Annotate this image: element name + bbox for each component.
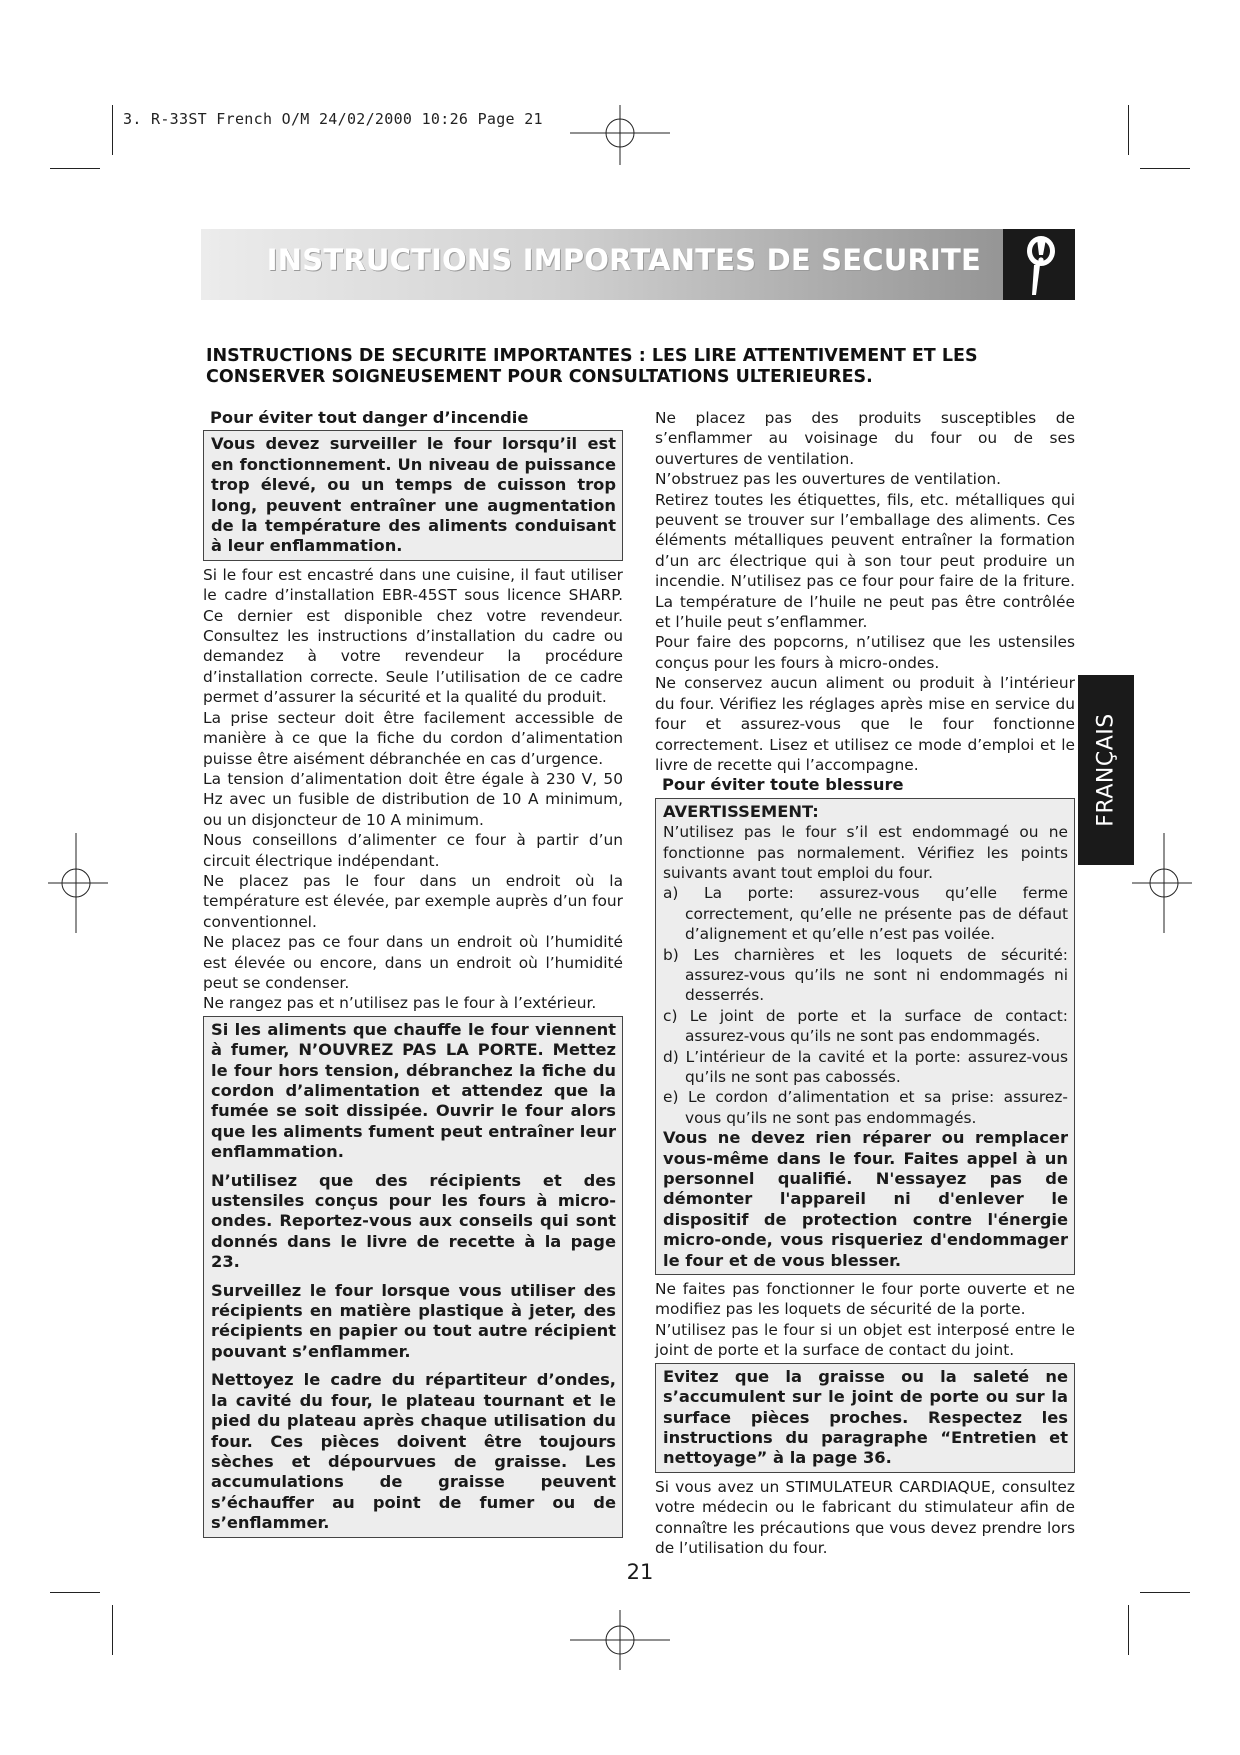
- grease-warning-text: Evitez que la graisse ou la saleté ne s’accumulent sur le joint de porte ou sur la surface pièces proches. Respectez les instructions du paragraphe “Entretien et nettoyage” à la page 36.: [663, 1366, 1068, 1468]
- repair-warning-text: Vous ne devez rien réparer ou remplacer vous-même dans le four. Faites appel à un personnel qualifié. N'essayez pas de démonter l'appareil ni d'enlever le dispositif de protection contre l'énergie micro-onde, vous risqueriez d'endommager le four et de vous blesser.: [663, 1128, 1068, 1270]
- paragraph: Ne rangez pas et n’utilisez pas le four à l’extérieur.: [203, 994, 597, 1013]
- paragraph: Ne conservez aucun aliment ou produit à l’intérieur du four. Vérifiez les réglages après mise en service du four et assurez-vous que le four fonctionne correctement. Lisez et utilisez ce mode d’emploi et le livre de recette qui l’accompagne.: [655, 674, 1075, 774]
- crop-mark: [50, 168, 100, 169]
- paragraph: Retirez toutes les étiquettes, fils, etc. métalliques qui peuvent se trouver sur l’emballage des aliments. Ces éléments métalliques peuvent entraîner la formation d’un arc électrique qui à son tour peut produire un incendie. N’utilisez pas ce four pour faire de la friture. La température de l’huile ne peut pas être contrôlée et l’huile peut s’enflammer.: [655, 490, 1075, 632]
- check-item: d) L’intérieur de la cavité et la porte: assurez-vous qu’ils ne sont pas cabossés.: [663, 1047, 1068, 1086]
- crop-mark: [112, 105, 113, 155]
- language-tab: [1078, 675, 1134, 865]
- check-item: e) Le cordon d’alimentation et sa prise: assurez-vous qu’ils ne sont pas endommagés.: [663, 1088, 1068, 1127]
- paragraph: Si le four est encastré dans une cuisine, il faut utiliser le cadre d’installation EBR-45ST sous licence SHARP. Ce dernier est disponible chez votre revendeur. Consultez les instructions d’installation du cadre ou demandez à votre revendeur la procédure d’installation correcte. Seule l’utilisation de ce cadre permet d’assurer la sécurité et la qualité du produit.: [203, 565, 623, 707]
- paragraph: Ne placez pas le four dans un endroit où la température est élevée, par exemple auprès d’un four conventionnel.: [203, 871, 623, 931]
- language-tab-label: FRANÇAIS: [1093, 713, 1119, 827]
- warning-title: AVERTISSEMENT:: [663, 801, 819, 821]
- fire-warning-box: [203, 430, 623, 560]
- registration-mark-left: [48, 833, 108, 933]
- paragraph: Ne faites pas fonctionner le four porte ouverte et ne modifiez pas les loquets de sécurité de la porte.: [655, 1280, 1075, 1319]
- paragraph: N’utilisez pas le four si un objet est interposé entre le joint de porte et la surface de contact du joint.: [655, 1320, 1075, 1360]
- crop-mark: [112, 1605, 113, 1655]
- intro-heading: INSTRUCTIONS DE SECURITE IMPORTANTES : LES LIRE ATTENTIVEMENT ET LES CONSERVER SOIGNEUSEMENT POUR CONSULTATIONS ULTERIEURES.: [206, 346, 978, 387]
- paragraph: Si vous avez un STIMULATEUR CARDIAQUE, consultez votre médecin ou le fabricant du stimulateur afin de connaître les précautions que vous devez prendre lors de l’utilisation du four.: [655, 1477, 1075, 1557]
- warning-text: N’utilisez que des récipients et des ustensiles conçus pour les fours à micro-ondes. Reportez-vous aux conseils qui sont donnés dans le livre de recette à la page 23.: [211, 1170, 616, 1272]
- page-number: 21: [626, 1560, 654, 1584]
- registration-mark-right: [1132, 833, 1192, 933]
- paragraph: La prise secteur doit être facilement accessible de manière à ce que la fiche du cordon d’alimentation puisse être aisément débranchée en cas d’urgence.: [203, 708, 623, 768]
- paragraph: N’obstruez pas les ouvertures de ventilation.: [655, 470, 1002, 489]
- banner-title: INSTRUCTIONS IMPORTANTES DE SECURITE: [266, 243, 981, 277]
- title-banner: [201, 229, 1075, 300]
- warning-text: Surveillez le four lorsque vous utiliser des récipients en matière plastique à jeter, des récipients en papier ou tout autre récipient pouvant s’enflammer.: [211, 1280, 616, 1361]
- paragraph: Pour faire des popcorns, n’utilisez que les ustensiles conçus pour les fours à micro-ondes.: [655, 633, 1075, 672]
- registration-mark-bottom: [570, 1610, 670, 1670]
- check-item: c) Le joint de porte et la surface de contact: assurez-vous qu’ils ne sont pas endommagés.: [663, 1006, 1068, 1046]
- warning-text: Si les aliments que chauffe le four viennent à fumer, N’OUVREZ PAS LA PORTE. Mettez le four hors tension, débranchez la fiche du cordon d’alimentation et attendez que la fumée se soit dissipée. Ouvrir le four alors que les aliments fument peut entraîner leur enflammation.: [211, 1019, 616, 1162]
- grease-warning-box: [655, 1363, 1075, 1473]
- crop-mark: [1128, 1605, 1129, 1655]
- crop-mark: [1140, 168, 1190, 169]
- left-column: [203, 408, 623, 1542]
- fire-heading: Pour éviter tout danger d’incendie: [210, 408, 529, 427]
- exclamation-warning-icon: [1003, 229, 1075, 300]
- crop-mark: [1128, 105, 1129, 155]
- paragraph: Nous conseillons d’alimenter ce four à partir d’un circuit électrique indépendant.: [203, 831, 623, 870]
- crop-mark: [1140, 1592, 1190, 1593]
- check-item: a) La porte: assurez-vous qu’elle ferme correctement, qu’elle ne présente pas de défaut d’alignement et qu’elle n’est pas voilée.: [663, 884, 1068, 944]
- right-column: [655, 408, 1075, 1558]
- registration-mark-top: [570, 105, 670, 165]
- paragraph: Ne placez pas des produits susceptibles de s’enflammer au voisinage du four ou de ses ouvertures de ventilation.: [655, 409, 1075, 468]
- check-item: b) Les charnières et les loquets de sécurité: assurez-vous qu’ils ne sont ni endommagés ni desserrés.: [663, 945, 1068, 1005]
- crop-mark: [50, 1592, 100, 1593]
- paragraph: Ne placez pas ce four dans un endroit où l’humidité est élevée ou encore, dans un endroit où l’humidité peut se condenser.: [203, 933, 623, 992]
- warning-text: Nettoyez le cadre du répartiteur d’ondes, la cavité du four, le plateau tournant et le pied du plateau après chaque utilisation du four. Ces pièces doivent être toujours sèches et dépourvues de graisse. Les accumulations de graisse peuvent s’échauffer au point de fumer ou de s’enflammer.: [211, 1370, 616, 1533]
- injury-warning-box: [655, 798, 1075, 1275]
- paragraph: La tension d’alimentation doit être égale à 230 V, 50 Hz avec un fusible de distribution de 10 A minimum, ou un disjoncteur de 10 A minimum.: [203, 769, 623, 829]
- warning-intro: N’utilisez pas le four s’il est endommagé ou ne fonctionne pas normalement. Vérifiez les points suivants avant tout emploi du four.: [663, 823, 1068, 882]
- printer-slug: 3. R-33ST French O/M 24/02/2000 10:26 Page 21: [123, 110, 543, 128]
- smoke-warning-box: [203, 1016, 623, 1538]
- injury-heading: Pour éviter toute blessure: [662, 775, 904, 795]
- fire-warning-text: Vous devez surveiller le four lorsqu’il est en fonctionnement. Un niveau de puissance trop élevé, ou un temps de cuisson trop long, peuvent entraîner une augmentation de la température des aliments conduisant à leur enflammation.: [211, 434, 616, 556]
